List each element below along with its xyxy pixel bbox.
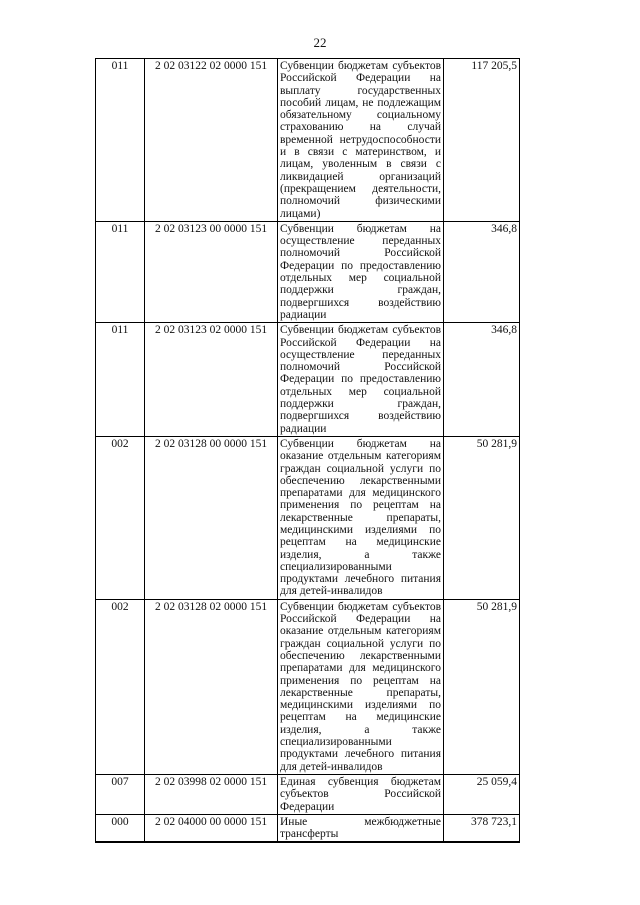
admin-code-cell: 002	[96, 436, 145, 599]
revenue-name-cell: Субвенции бюджетам субъектов Российской Федерации на осуществление переданных полномочий Российской Федерации по предоставлению отдельных мер социальной поддержки граждан, подвергшихся воздействию радиации	[278, 323, 444, 437]
amount-cell: 50 281,9	[444, 436, 520, 599]
table-row	[96, 774, 520, 814]
revenue-name-cell: Субвенции бюджетам на осуществление переданных полномочий Российской Федерации по предоставлению отдельных мер социальной поддержки граждан, подвергшихся воздействию радиации	[278, 221, 444, 322]
budget-classification-code-cell: 2 02 03122 02 0000 151	[145, 59, 278, 222]
amount-cell: 117 205,5	[444, 59, 520, 222]
amount-cell: 50 281,9	[444, 599, 520, 774]
revenue-name-cell: Единая субвенция бюджетам субъектов Российской Федерации	[278, 774, 444, 814]
table-row	[96, 436, 520, 599]
budget-classification-code-cell: 2 02 04000 00 0000 151	[145, 814, 278, 842]
table-row	[96, 221, 520, 322]
table-row	[96, 323, 520, 437]
budget-classification-code-cell: 2 02 03128 02 0000 151	[145, 599, 278, 774]
admin-code-cell: 011	[96, 221, 145, 322]
admin-code-cell: 007	[96, 774, 145, 814]
revenue-name-cell: Субвенции бюджетам субъектов Российской Федерации на оказание отдельным категориям граждан социальной услуги по обеспечению лекарственными препаратами для медицинского применения по рецептам на лекарственные препараты, медицинскими изделиями по рецептам на медицинские изделия, а также специализированными продуктами лечебного питания для детей-инвалидов	[278, 599, 444, 774]
table-row	[96, 599, 520, 774]
budget-table	[95, 58, 520, 843]
budget-classification-code-cell: 2 02 03998 02 0000 151	[145, 774, 278, 814]
amount-cell: 378 723,1	[444, 814, 520, 842]
amount-cell: 25 059,4	[444, 774, 520, 814]
admin-code-cell: 011	[96, 323, 145, 437]
amount-cell: 346,8	[444, 323, 520, 437]
table-row	[96, 59, 520, 222]
page-number: 22	[313, 35, 327, 50]
amount-cell: 346,8	[444, 221, 520, 322]
revenue-name-cell: Субвенции бюджетам субъектов Российской Федерации на выплату государственных пособий лицам, не подлежащим обязательному социальному страхованию на случай временной нетрудоспособности и в связи с материнством, и лицам, уволенным в связи с ликвидацией организаций (прекращением деятельности, полномочий физическими лицами)	[278, 59, 444, 222]
admin-code-cell: 002	[96, 599, 145, 774]
admin-code-cell: 011	[96, 59, 145, 222]
table-row	[96, 814, 520, 842]
revenue-name-cell: Иные межбюджетные трансферты	[278, 814, 444, 842]
budget-classification-code-cell: 2 02 03128 00 0000 151	[145, 436, 278, 599]
budget-classification-code-cell: 2 02 03123 00 0000 151	[145, 221, 278, 322]
revenue-name-cell: Субвенции бюджетам на оказание отдельным категориям граждан социальной услуги по обеспечению лекарственными препаратами для медицинского применения по рецептам на лекарственные препараты, медицинскими изделиями по рецептам на медицинские изделия, а также специализированными продуктами лечебного питания для детей-инвалидов	[278, 436, 444, 599]
admin-code-cell: 000	[96, 814, 145, 842]
budget-classification-code-cell: 2 02 03123 02 0000 151	[145, 323, 278, 437]
